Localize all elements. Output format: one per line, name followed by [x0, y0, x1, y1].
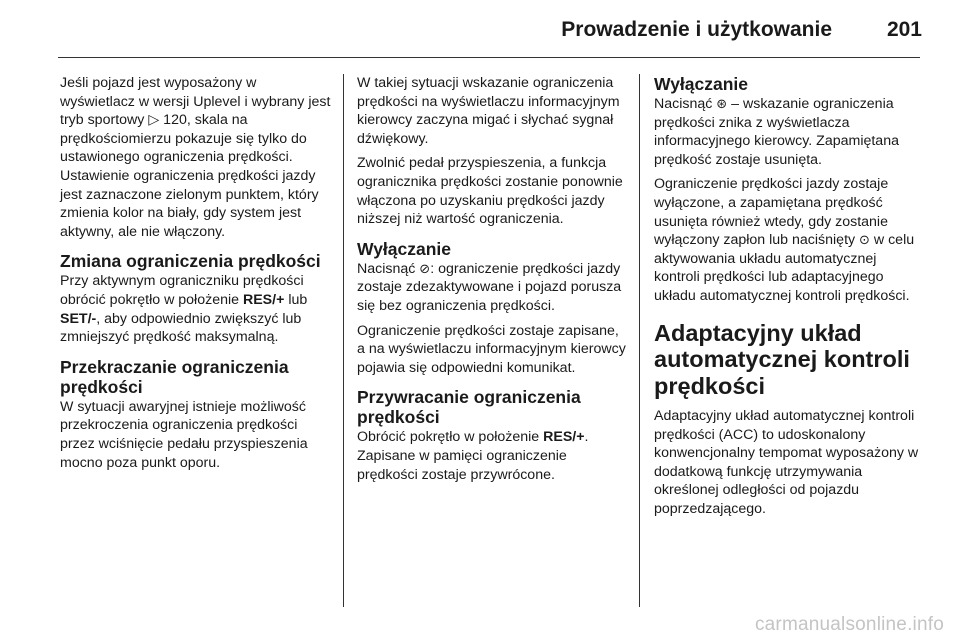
section-heading: Przekraczanie ograniczenia prędkości: [60, 356, 289, 397]
page-header: [0, 0, 960, 58]
chapter-heading: Adaptacyjny układ automatycznej kontroli prędkości: [654, 319, 910, 399]
column-left: [60, 74, 332, 478]
paragraph: W sytuacji awaryjnej istnieje możliwość przekroczenia ograniczenia prędkości przez wciśnięcie pedału przyspieszenia mocno poza punkt oporu.: [60, 398, 308, 471]
speed-limiter-icon: ⊛: [716, 96, 728, 111]
paragraph: Zwolnić pedał przyspieszenia, a funkcja ogranicznika prędkości zostanie ponownie włączona po uzyskaniu prędkości jazdy niższej niż wartość ograniczenia.: [357, 155, 623, 228]
section-heading: Przywracanie ograniczenia prędkości: [357, 387, 581, 428]
speed-limiter-off-icon: ⊘: [419, 260, 431, 276]
column-divider: [343, 74, 344, 607]
cross-reference-arrow-icon: ▷: [148, 112, 160, 129]
paragraph: Przy aktywnym ograniczniku prędkości obrócić pokrętło w położenie RES/+ lub SET/-, aby odpowiednio zwiększyć lub zmniejszyć prędkość maksymalną.: [60, 273, 308, 346]
column-right: [654, 74, 926, 525]
column-divider: [639, 74, 640, 607]
header-divider: [58, 57, 920, 58]
column-middle: [357, 74, 629, 490]
section-heading: Wyłączanie: [654, 74, 749, 94]
page-number: 201: [886, 18, 922, 41]
paragraph: Adaptacyjny układ automatycznej kontroli prędkości (ACC) to udoskonalony konwencjonalny tempomat wyposażony w dodatkową funkcję utrzymywania określonej odległości od pojazdu poprzedzającego.: [654, 408, 919, 517]
section-heading: Zmiana ograniczenia prędkości: [60, 251, 321, 272]
paragraph: Nacisnąć ⊛ – wskazanie ograniczenia prędkości znika z wyświetlacza informacyjnego kierowcy. Zapamiętana prędkość zostaje usunięta.: [654, 96, 899, 168]
paragraph: Jeśli pojazd jest wyposażony w wyświetlacz w wersji Uplevel i wybrany jest tryb sportowy ▷ 120, skala na prędkościomierzu pokazuje się tylko do ustawionego ograniczenia prędkości. Ustawienie ograniczenia prędkości jazdy jest zaznaczone zielonym punktem, który zmienia kolor na biały, gdy system jest aktywny, ale nie włączony.: [60, 75, 331, 240]
paragraph: Nacisnąć ⊘: ograniczenie prędkości jazdy zostaje zdezaktywowane i pojazd porusza się bez ograniczenia prędkości.: [357, 260, 622, 314]
watermark: carmanualsonline.info: [754, 614, 944, 635]
paragraph: Obrócić pokrętło w położenie RES/+. Zapisane w pamięci ograniczenie prędkości zostaje przywrócone.: [357, 429, 589, 483]
paragraph: W takiej sytuacji wskazanie ograniczenia prędkości na wyświetlaczu informacyjnym kierowcy zaczyna migać i słychać sygnał dźwiękowy.: [357, 75, 620, 147]
section-heading: Wyłączanie: [357, 238, 452, 259]
cruise-control-icon: ⊙: [859, 232, 870, 248]
page-title: Prowadzenie i użytkowanie: [561, 18, 832, 41]
paragraph: Ograniczenie prędkości jazdy zostaje wyłączone, a zapamiętana prędkość usunięta również wtedy, gdy zostanie wyłączony zapłon lub naciśnięty ⊙ w celu aktywowania układu automatycznej kontroli prędkości lub adaptacyjnego układu automatycznej kontroli prędkości.: [654, 176, 915, 304]
paragraph: Ograniczenie prędkości zostaje zapisane, a na wyświetlaczu informacyjnym kierowcy pojawia się odpowiedni komunikat.: [357, 322, 626, 376]
